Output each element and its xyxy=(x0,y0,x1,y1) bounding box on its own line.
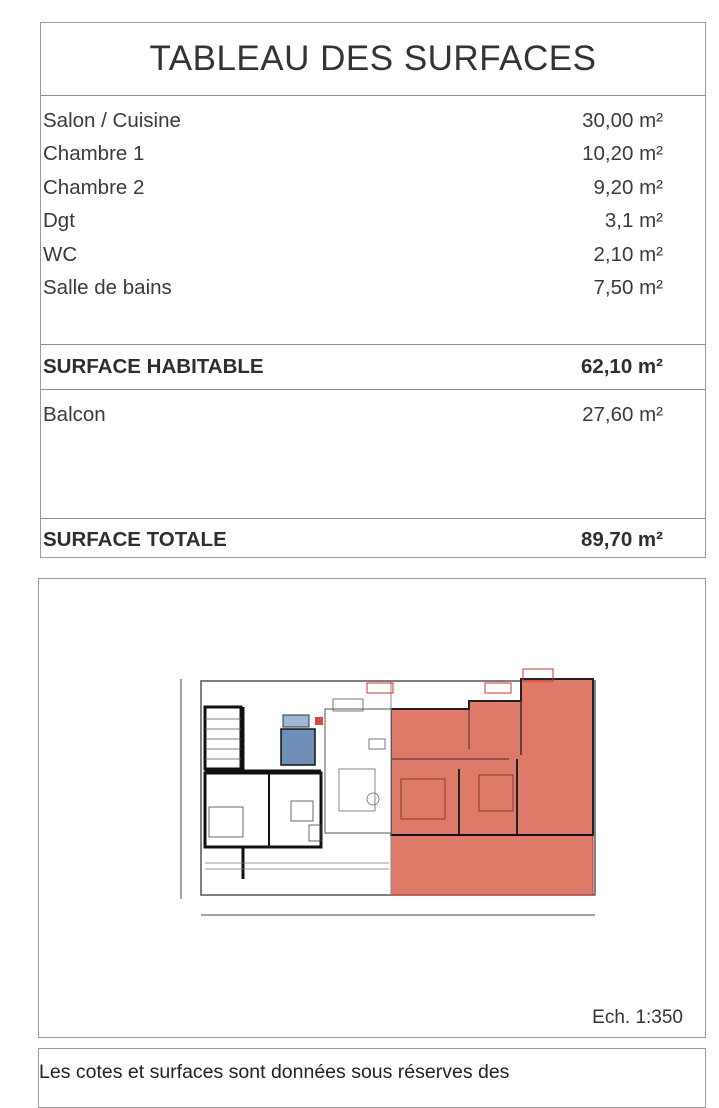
plan-scale: Ech. 1:350 xyxy=(592,1007,683,1028)
floor-plan-frame xyxy=(38,578,706,1038)
surface-table xyxy=(40,22,706,558)
elevator-shaft xyxy=(281,729,315,765)
room-label: Dgt xyxy=(43,209,75,233)
table-row xyxy=(41,205,705,239)
table-row xyxy=(41,272,705,306)
room-label: Salle de bains xyxy=(43,276,172,300)
room-area: 10,20 m² xyxy=(582,142,663,166)
habitable-value: 62,10 m² xyxy=(580,355,663,378)
table-row xyxy=(41,238,705,272)
room-label: Salon / Cuisine xyxy=(43,108,181,132)
table-row xyxy=(41,138,705,172)
room-area: 9,20 m² xyxy=(593,175,663,199)
room-label: Chambre 1 xyxy=(43,142,145,166)
room-rows xyxy=(41,96,705,344)
apartment-balcony xyxy=(391,835,593,895)
neighbour-apartment xyxy=(205,773,321,847)
room-label: Chambre 2 xyxy=(43,175,145,199)
table-row xyxy=(41,398,705,432)
total-label: SURFACE TOTALE xyxy=(43,528,227,551)
habitable-surface-row xyxy=(41,344,705,390)
room-label: WC xyxy=(43,242,78,266)
exterior-label: Balcon xyxy=(43,402,106,426)
central-living xyxy=(325,709,391,833)
apartment-highlight xyxy=(391,679,593,895)
table-title: TABLEAU DES SURFACES xyxy=(41,23,705,96)
exterior-area: 27,60 m² xyxy=(582,402,663,426)
table-row xyxy=(41,104,705,138)
habitable-label: SURFACE HABITABLE xyxy=(43,355,264,378)
disclaimer-text: Les cotes et surfaces sont données sous réserves des xyxy=(39,1061,510,1083)
exterior-rows xyxy=(41,390,705,518)
disclaimer-note xyxy=(38,1048,706,1108)
total-value: 89,70 m² xyxy=(580,528,663,551)
table-row xyxy=(41,171,705,205)
staircase xyxy=(205,707,241,769)
room-area: 30,00 m² xyxy=(582,108,663,132)
room-area: 7,50 m² xyxy=(593,276,663,300)
floor-plan-drawing xyxy=(39,579,705,1037)
total-surface-row xyxy=(41,518,705,561)
room-area: 2,10 m² xyxy=(593,242,663,266)
room-area: 3,1 m² xyxy=(604,209,663,233)
